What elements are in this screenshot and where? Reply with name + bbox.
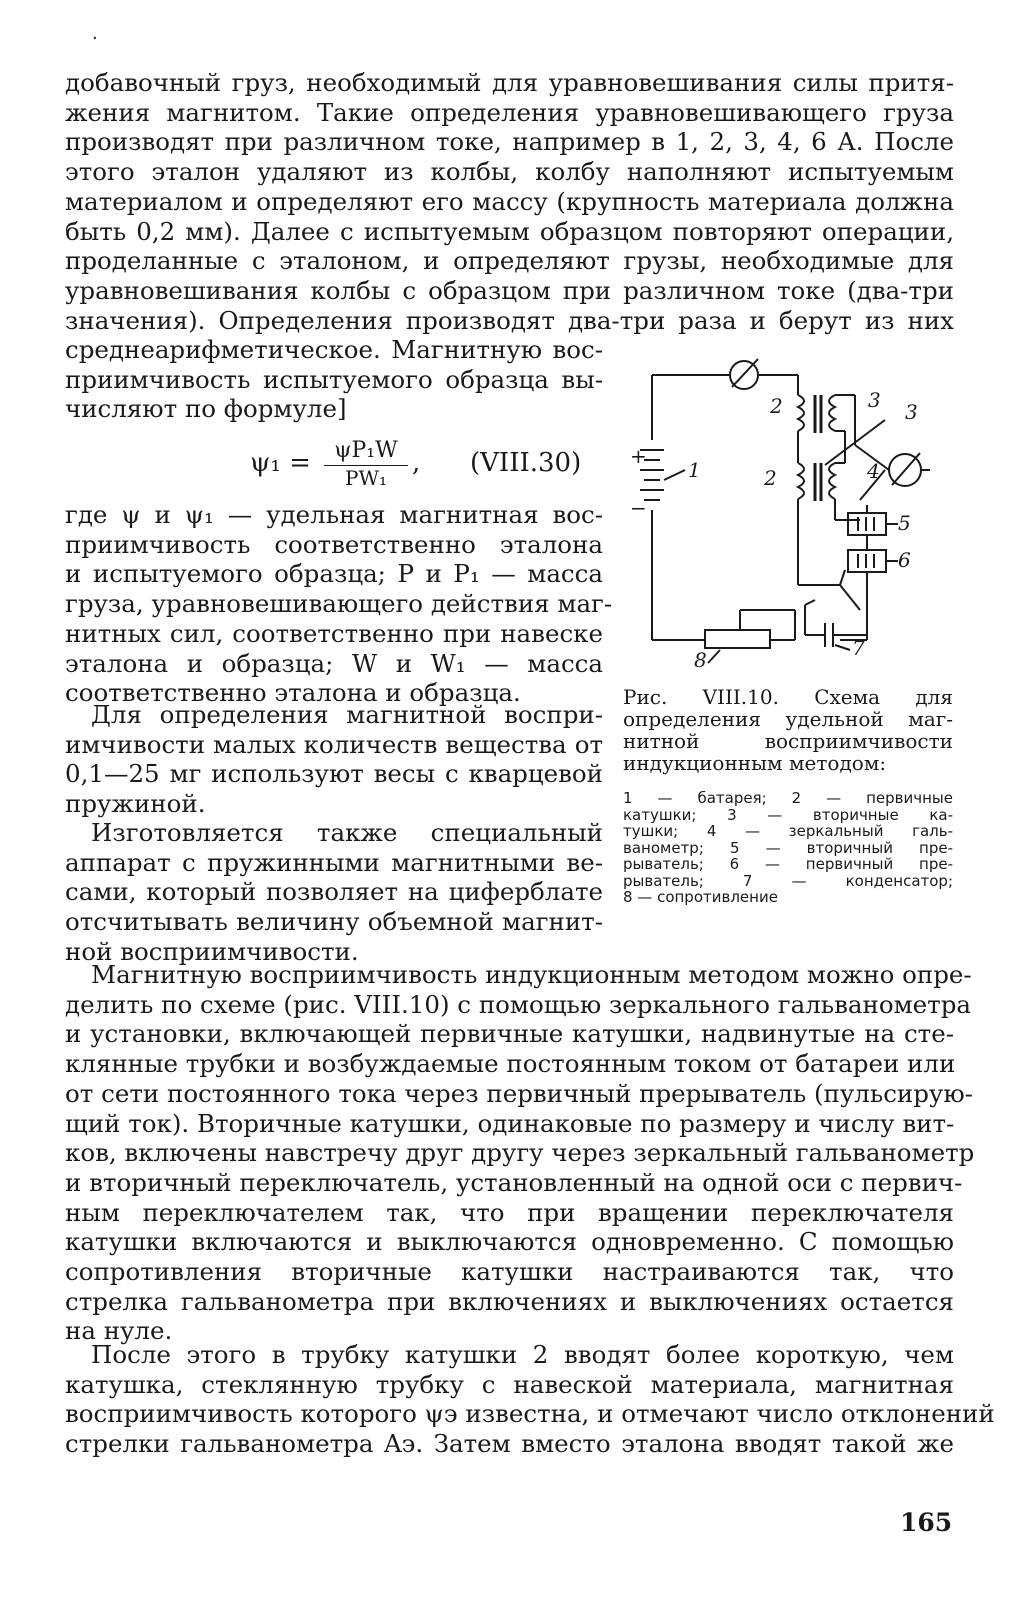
text-line: этого эталон удаляют из колбы, колбу наполняют испытуемым <box>65 157 954 187</box>
paragraph-3 <box>65 700 603 819</box>
resistor-leader <box>708 650 720 663</box>
text-line: щий ток). Вторичные катушки, одинаковые по размеру и числу вит- <box>65 1108 955 1138</box>
legend-line: рыватель; 6 — первичный пре- <box>623 855 953 873</box>
caption-line: Рис. VIII.10. Схема для <box>623 685 953 709</box>
text-line: и вторичный переключатель, установленный на одной оси с первич- <box>65 1167 963 1197</box>
text-line: пружиной. <box>65 789 206 819</box>
wire-diagonal <box>840 585 860 610</box>
leader-7 <box>835 645 850 650</box>
text-line: восприимчивость которого ψэ известна, и отмечают число отклонений <box>65 1399 995 1429</box>
text-line: сопротивления вторичные катушки настраиваются так, что <box>65 1257 954 1287</box>
battery-leader <box>664 470 685 480</box>
text-line: 0,1—25 мг используют весы с кварцевой <box>65 759 603 789</box>
text-line: сами, который позволяет на циферблате <box>65 877 603 907</box>
equation-number: (VIII.30) <box>470 448 582 478</box>
label-2-lower: 2 <box>764 466 777 490</box>
text-line: где ψ и ψ₁ — удельная магнитная вос- <box>65 500 603 529</box>
text-line: ной восприимчивости. <box>65 936 359 966</box>
label-1: 1 <box>688 458 701 482</box>
text-line: катушка, стеклянную трубку с навеской материала, магнитная <box>65 1369 954 1399</box>
label-4: 4 <box>867 459 880 483</box>
paragraph-1 <box>65 68 954 335</box>
text-line: ным переключателем так, что при вращении переключателя <box>65 1197 954 1227</box>
label-3-right: 3 <box>905 400 918 424</box>
page-number: 165 <box>900 1508 953 1537</box>
figure-caption <box>623 686 953 774</box>
paragraph-5 <box>65 960 975 1346</box>
label-2-upper: 2 <box>770 394 783 418</box>
figure-legend <box>623 790 953 906</box>
legend-line: ванометр; 5 — вторичный пре- <box>623 838 953 857</box>
primary-coil-upper-icon <box>798 395 804 431</box>
text-line: добавочный груз, необходимый для уравновешивания силы притя- <box>65 68 954 97</box>
label-plus: + <box>630 444 647 468</box>
text-line: от сети постоянного тока через первичный прерыватель (пульсирую- <box>65 1078 973 1108</box>
text-line: соответственно эталона и образца. <box>65 678 521 708</box>
text-line: груза, уравновешивающего действия маг- <box>65 589 613 619</box>
caption-line: индукционным методом: <box>623 751 887 775</box>
text-line: жения магнитом. Такие определения уравновешивающего груза <box>65 97 954 127</box>
label-5: 5 <box>898 511 911 535</box>
secondary-coil-upper-icon <box>829 395 835 431</box>
caption-line: определения удельной маг- <box>623 707 953 731</box>
text-line: и испытуемого образца; P и P₁ — масса <box>65 559 603 589</box>
formula-viii-30 <box>250 438 600 498</box>
paragraph-2 <box>65 500 613 708</box>
label-3-upper: 3 <box>868 388 881 412</box>
text-line: катушки включаются и выключаются одновременно. С помощью <box>65 1227 954 1257</box>
text-line: отсчитывать величину объемной магнит- <box>65 907 603 937</box>
text-line: нитных сил, соответственно при навеске <box>65 618 603 648</box>
formula-comma: , <box>412 448 421 478</box>
text-line: на нуле. <box>65 1316 173 1346</box>
text-line: эталона и образца; W и W₁ — масса <box>65 648 603 678</box>
primary-coil-lower-icon <box>798 463 804 499</box>
caption-line: нитной восприимчивости <box>623 729 953 753</box>
legend-line: 8 — сопротивление <box>623 888 778 906</box>
text-line: После этого в трубку катушки 2 вводят более короткую, чем <box>91 1340 954 1369</box>
formula-denominator: PW₁ <box>344 466 388 490</box>
secondary-coil-lower-icon <box>829 463 835 499</box>
label-8: 8 <box>694 648 707 672</box>
legend-line: катушки; 3 — вторичные ка- <box>623 805 953 824</box>
text-line: среднеарифметическое. Магнитную вос- <box>65 335 603 364</box>
formula-fraction <box>324 438 408 490</box>
text-line: стрелка гальванометра при включениях и выключениях остается <box>65 1286 954 1316</box>
label-6: 6 <box>898 548 911 572</box>
text-line: уравновешивания колбы с образцом при различном токе (два-три <box>65 275 954 305</box>
text-line: Магнитную восприимчивость индукционным методом можно опре- <box>91 960 972 989</box>
text-line: ков, включены навстречу друг другу через зеркальный гальванометр <box>65 1138 975 1168</box>
corner-dot: · <box>92 28 98 49</box>
legend-line: тушки; 4 — зеркальный галь- <box>623 822 953 840</box>
text-line: аппарат с пружинными магнитными ве- <box>65 847 603 877</box>
paragraph-6 <box>65 1340 995 1459</box>
text-line: клянные трубки и возбуждаемые постоянным током от батареи или <box>65 1049 956 1079</box>
wire-capacitor <box>805 600 815 605</box>
legend-line: рыватель; 7 — конденсатор; <box>623 871 953 890</box>
text-line: приимчивость испытуемого образца вы- <box>65 364 603 394</box>
text-line: производят при различном токе, например в 1, 2, 3, 4, 6 А. После <box>65 127 954 157</box>
caption-title <box>623 686 953 774</box>
text-line: и установки, включающей первичные катушки, надвинутые на сте- <box>65 1019 954 1049</box>
wire-horizontal <box>840 570 845 585</box>
text-line: значения). Определения производят два-три раза и берут из них <box>65 305 954 335</box>
text-line: делить по схеме (рис. VIII.10) с помощью зеркального гальванометра <box>65 989 971 1019</box>
text-line: приимчивость соответственно эталона <box>65 529 603 559</box>
label-minus: − <box>630 496 647 520</box>
circuit-schematic-figure <box>630 345 955 675</box>
text-line: Для определения магнитной воспри- <box>91 700 603 729</box>
label-7: 7 <box>852 636 865 660</box>
text-line: Изготовляется также специальный <box>91 818 603 847</box>
formula-lhs: ψ₁ = <box>250 448 311 478</box>
text-line: быть 0,2 мм). Далее с испытуемым образцом повторяют операции, <box>65 216 954 246</box>
paragraph-1-continued <box>65 335 603 424</box>
text-line: имчивости малых количеств вещества от <box>65 729 603 759</box>
text-line: стрелки гальванометра Aэ. Затем вместо эталона вводят такой же <box>65 1429 954 1459</box>
text-line: проделанные с эталоном, и определяют грузы, необходимые для <box>65 246 954 276</box>
resistor-icon <box>705 630 770 648</box>
paragraph-4 <box>65 818 603 967</box>
legend-line: 1 — батарея; 2 — первичные <box>623 789 953 807</box>
formula-numerator: ψP₁W <box>324 438 408 466</box>
text-line: числяют по формуле] <box>65 394 347 424</box>
text-line: материалом и определяют его массу (крупность материала должна <box>65 186 954 216</box>
